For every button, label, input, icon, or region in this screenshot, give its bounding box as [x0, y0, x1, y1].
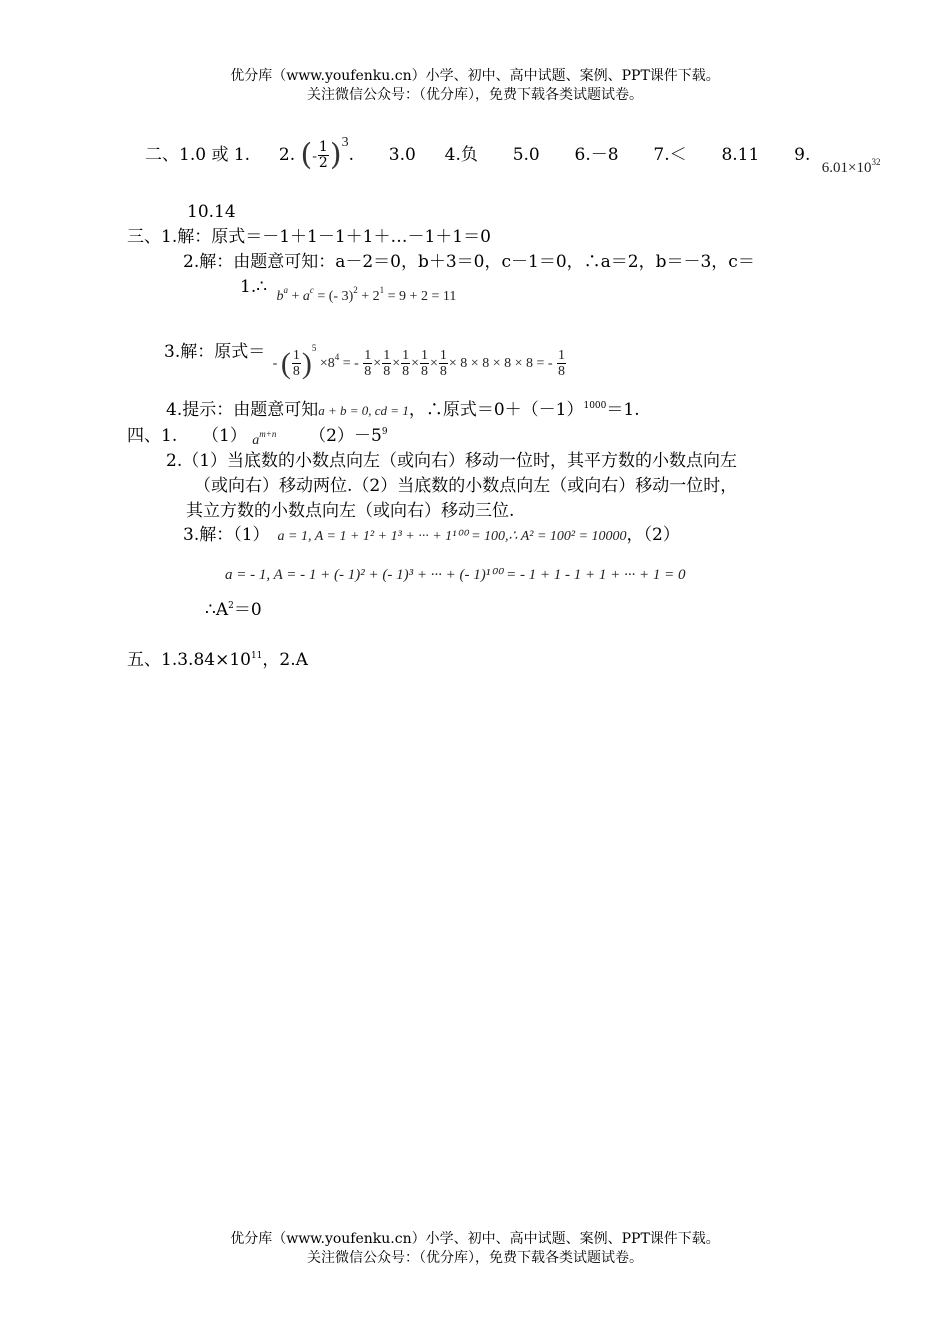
s4-line5-formula: a = 1, A = 1 + 1² + 1³ + ··· + 1¹⁰⁰ = 100,∴ A² = 100² = 10000 [277, 529, 627, 544]
s3-line2b-formula: ba + ac = (- 3)2 + 21 = 9 + 2 = 11 [276, 285, 457, 304]
s2-q5: 5.0 [512, 145, 540, 165]
s2-q6: 6.－8 [574, 145, 619, 165]
s2-lead: 二、1.0 或 1. [145, 145, 251, 165]
footer-line-1: 优分库（www.youfenku.cn）小学、初中、高中试题、案例、PPT课件下载。 [230, 1231, 720, 1247]
s3-line2: 2.解：由题意可知：a－2＝0，b＋3＝0，c－1＝0，∴a＝2，b＝－3，c＝ [183, 252, 755, 272]
s2-q7: 7.＜ [653, 145, 687, 165]
s2-q8: 8.11 [721, 145, 760, 165]
footer-line-2: 关注微信公众号：（优分库），免费下载各类试题试卷。 [307, 1250, 643, 1266]
s2-q9: 9. [794, 145, 811, 165]
s2-q3: 3.0 [388, 145, 416, 165]
s5-line1: 五、$1.3.84\times 10^{11}$，2.A [127, 650, 308, 670]
s3-line4-formula: a + b = 0, cd = 1 [318, 403, 409, 418]
s4-line3: （或向右）移动两位.（2）当底数的小数点向左（或向右）移动一位时， [194, 476, 738, 496]
s4-line6-formula: a = - 1, A = - 1 + (- 1)² + (- 1)³ + ··· + (- 1)¹⁰⁰ = - 1 + 1 - 1 + 1 + ··· + 1 = 0 [225, 567, 686, 583]
s2-q4: 4.负 [444, 145, 478, 165]
section2-answers: 二、1.0 或 1. 2. (- $\frac{1}{2}$ )$^3$. 3.0 4.负 5.0 6.－8 7.＜ 8.11 9. $6.01\times 10^{32}$ [145, 135, 881, 176]
s4-line2: 2.（1）当底数的小数点向左（或向右）移动一位时，其平方数的小数点向左 [166, 451, 738, 471]
header-line-1: 优分库（www.youfenku.cn）小学、初中、高中试题、案例、PPT课件下载。 [230, 68, 720, 84]
s4-line4: 其立方数的小数点向左（或向右）移动三位. [186, 501, 515, 521]
s3-line4: 4.提示：由题意可知a + b = 0, cd = 1，∴原式$=0+(-1)^{1000}=1$. [166, 400, 640, 420]
s2-q2-formula: (- $\frac{1}{2}$ )$^3$ [300, 135, 349, 173]
s2-q9-formula: $6.01\times 10^{32}$ [821, 157, 881, 176]
s2-q2: 2. [278, 145, 296, 165]
header-line-2: 关注微信公众号：（优分库），免费下载各类试题试卷。 [307, 87, 643, 103]
s2-q10: 10.14 [187, 202, 236, 222]
s4-line1: 四、1. （1） $a^{m+n}$ $(2)-5^9$ [127, 426, 388, 448]
s4-line7: $\therefore A^2=0$ [205, 600, 262, 620]
s4-line1-formula: $a^{m+n}$ [252, 429, 277, 448]
s3-line3: 3.解：原式＝ $_{- ( \frac{1}{8} )^5 \times 8^4 = - \frac{1}{8} \times \frac{1}{8} \times \frac{1}{8} \times \frac{1}{8} \times \frac{1}{8} \times 8 \times 8 \times 8 \times 8 = - \frac{1}{8}}$ [164, 342, 566, 380]
s3-line1: 三、1.解：原式＝－1＋1－1＋1＋…－1＋1＝0 [127, 227, 491, 247]
s4-line5: 3.解：（1） a = 1, A = 1 + 1² + 1³ + ··· + 1¹⁰⁰ = 100,∴ A² = 100² = 10000，（2） [183, 525, 680, 545]
s3-line2b: 1.∴ $_{b^a + a^c = (- 3)^2 + 2^1 = 9 + 2 = 11}$ [240, 277, 457, 304]
s3-line3-formula: - ( 1 8 )5 ×84 = - 1 8 × 1 8 × 1 8 × 1 8 × 1 8 × 8 × 8 × 8 × 8 = - 1 8 [272, 343, 566, 380]
